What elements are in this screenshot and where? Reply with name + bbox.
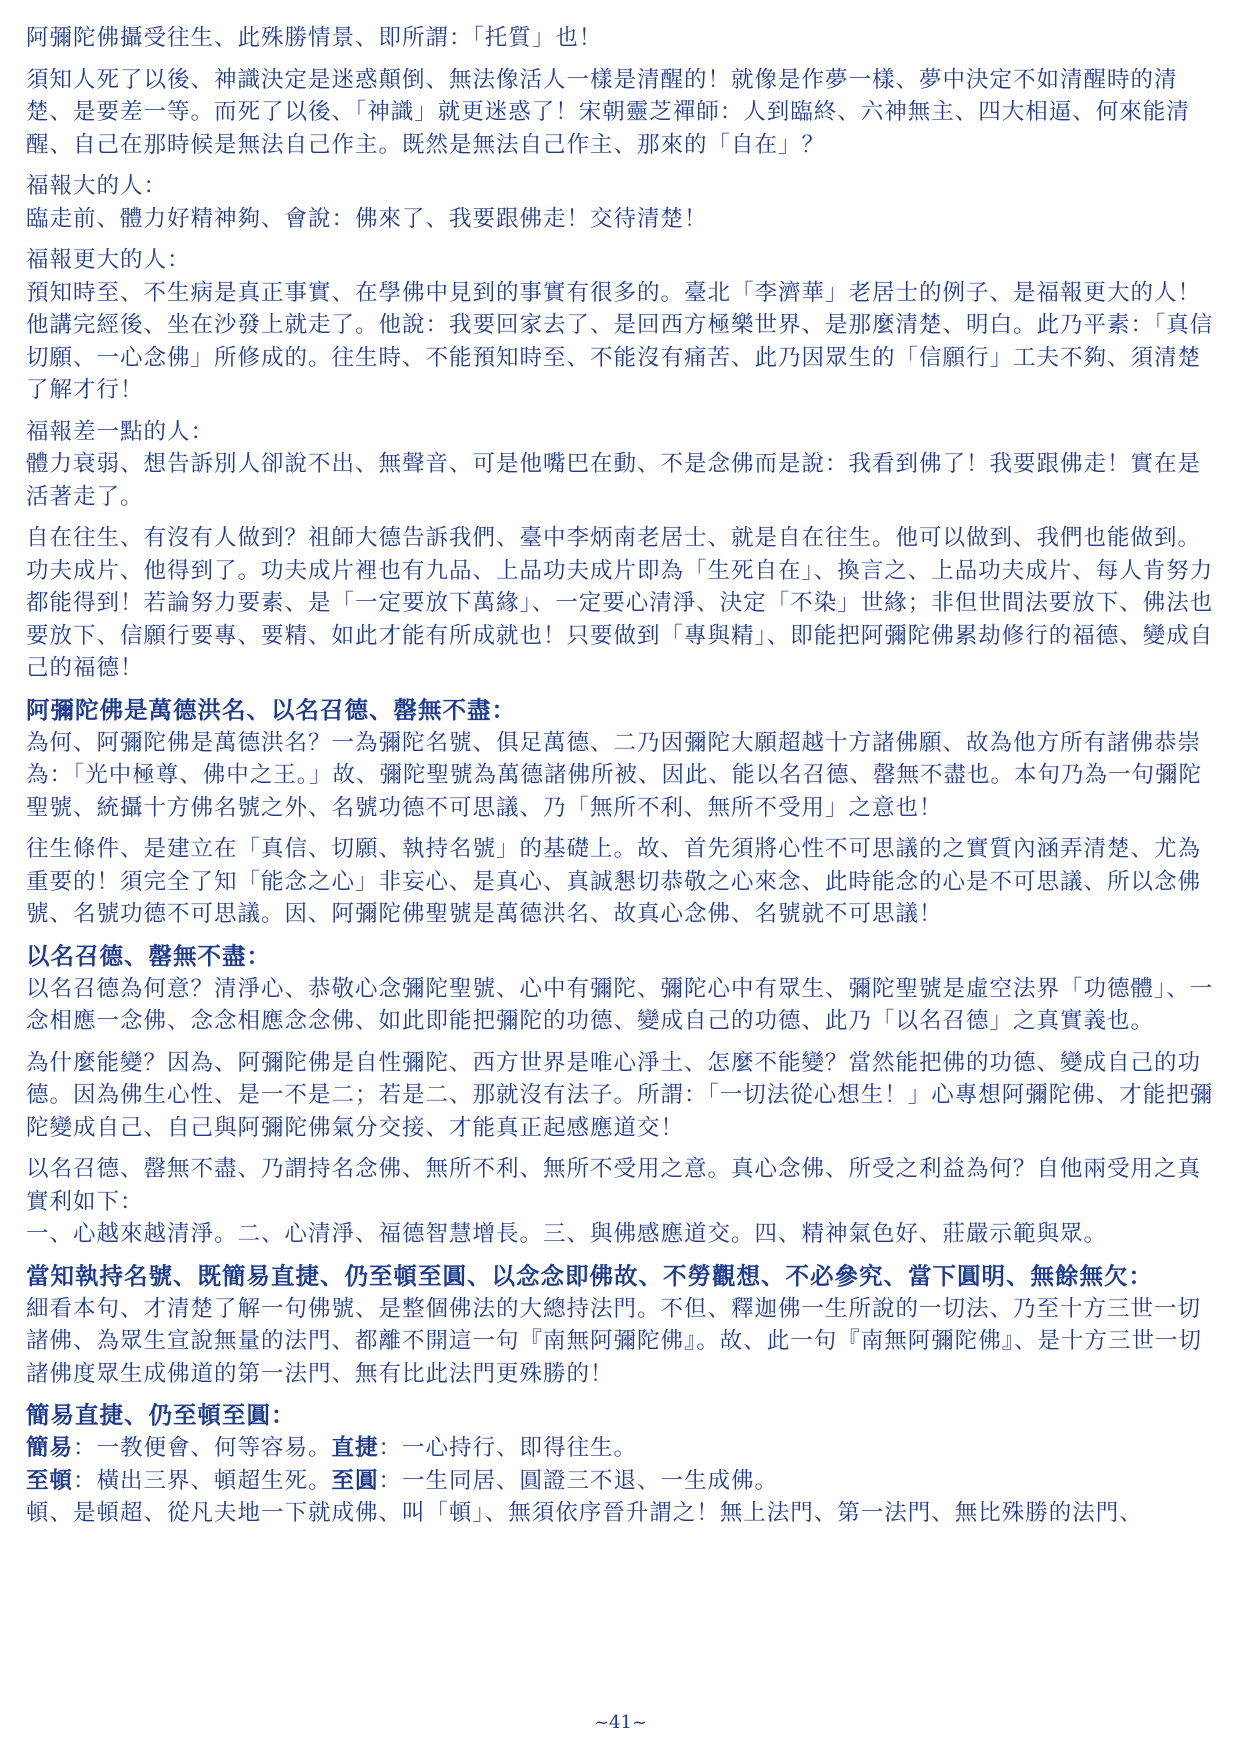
paragraph-summon-virtue: 以名召德為何意？清淨心、恭敬心念彌陀聖號、心中有彌陀、彌陀心中有眾生、彌陀聖號是虛空法界「功德體」、一念相應一念佛、念念相應念念佛、如此即能把彌陀的功德、變成自己的功德、此乃「以名召德」之真實義也。 bbox=[26, 975, 1214, 1034]
paragraph-consciousness: 須知人死了以後、神識決定是迷惑顛倒、無法像活人一樣是清醒的！就像是作夢一樣、夢中決定不如清醒時的清楚、是要差一等。而死了以後、「神識」就更迷惑了！宋朝靈芝禪師：人到臨終、六神無主、四大相逼、何來能清醒、自己在那時候是無法自己作主。既然是無法自己作主、那來的「自在」？ bbox=[26, 66, 1190, 158]
def-complete: ：一生同居、圓證三不退、一生成佛。 bbox=[378, 1467, 779, 1494]
term-direct: 直捷 bbox=[331, 1435, 379, 1461]
subheading-great-blessing: 福報大的人： bbox=[26, 173, 168, 199]
paragraph-benefits: 以名召德、罄無不盡、乃謂持名念佛、無所不利、無所不受用之意。真心念佛、所受之利益為何？自他兩受用之真實利如下： bbox=[26, 1156, 1202, 1215]
def-direct: ：一心持行、即得往生。 bbox=[378, 1435, 638, 1461]
paragraph-holding-name: 細看本句、才清楚了解一句佛號、是整個佛法的大總持法門。不但、釋迦佛一生所說的一切法、乃至十方三世一切諸佛、為眾生宣說無量的法門、都離不開這一句『南無阿彌陀佛』。故、此一句『南無阿彌陀佛』、是十方三世一切諸佛度眾生成佛道的第一法門、無有比此法門更殊勝的！ bbox=[26, 1295, 1203, 1387]
paragraph-great-blessing: 臨走前、體力好精神夠、會說：佛來了、我要跟佛走！交待清楚！ bbox=[26, 205, 708, 232]
page-body bbox=[26, 22, 1216, 1530]
term-complete: 至圓 bbox=[331, 1467, 379, 1494]
subheading-greater-blessing: 福報更大的人： bbox=[26, 247, 191, 273]
paragraph-free-rebirth: 自在往生、有沒有人做到？祖師大德告訴我們、臺中李炳南老居士、就是自在往生。他可以做到、我們也能做到。功夫成片、他得到了。功夫成片裡也有九品、上品功夫成片即為「生死自在」、換言之、上品功夫成片、每人肯努力都能得到！若論努力要素、是「一定要放下萬緣」、一定要心清淨、決定「不染」世緣；非但世間法要放下、佛法也要放下、信願行要專、要精、如此才能有所成就也！只要做到「專與精」、即能把阿彌陀佛累劫修行的福德、變成自己的福德！ bbox=[26, 525, 1214, 681]
def-simple: ：一教便會、何等容易。 bbox=[73, 1435, 332, 1461]
term-simple: 簡易 bbox=[26, 1435, 74, 1461]
section-heading-2: 以名召德、罄無不盡： bbox=[26, 941, 271, 970]
paragraph-rebirth-conditions: 往生條件、是建立在「真信、切願、執持名號」的基礎上。故、首先須將心性不可思議的之實質內涵弄清楚、尤為重要的！須完全了知「能念之心」非妄心、是真心、真誠懇切恭敬之心來念、此時能念的心是不可思議、所以念佛號、名號功德不可思議。因、阿彌陀佛聖號是萬德洪名、故真心念佛、名號就不可思議！ bbox=[26, 836, 1202, 927]
definition-line-1 bbox=[26, 1432, 1216, 1465]
paragraph-why-change: 為什麼能變？因為、阿彌陀佛是自性彌陀、西方世界是唯心淨土、怎麼不能變？當然能把佛的功德、變成自己的功德。因為佛生心性、是一不是二；若是二、那就沒有法子。所謂：「一切法從心想生！」心專想阿彌陀佛、才能把彌陀變成自己、自己與阿彌陀佛氣分交接、才能真正起感應道交！ bbox=[26, 1049, 1214, 1141]
paragraph-greater-blessing: 預知時至、不生病是真正事實、在學佛中見到的事實有很多的。臺北「李濟華」老居士的例子、是福報更大的人！他講完經後、坐在沙發上就走了。他說：我要回家去了、是回西方極樂世界、是那麼清楚、明白。此乃平素：「真信切願、一心念佛」所修成的。往生時、不能預知時至、不能沒有痛苦、此乃因眾生的「信願行」工夫不夠、須清楚了解才行！ bbox=[26, 279, 1214, 403]
section-heading-1: 阿彌陀佛是萬德洪名、以名召德、罄無不盡： bbox=[26, 695, 516, 724]
paragraph-benefits-list: 一、心越來越清淨。二、心清淨、福德智慧增長。三、與佛感應道交。四、精神氣色好、莊嚴示範與眾。 bbox=[26, 1221, 1108, 1247]
section-heading-4: 簡易直捷、仍至頓至圓： bbox=[26, 1401, 296, 1429]
paragraph-intro: 阿彌陀佛攝受往生、此殊勝情景、即所謂：「托質」也！ bbox=[26, 25, 603, 51]
term-sudden: 至頓 bbox=[26, 1467, 74, 1494]
def-sudden: ：橫出三界、頓超生死。 bbox=[73, 1467, 332, 1494]
section-heading-3: 當知執持名號、既簡易直捷、仍至頓至圓、以念念即佛故、不勞觀想、不必參究、當下圓明、無餘無欠： bbox=[26, 1261, 1153, 1290]
page-number: ~41~ bbox=[593, 1712, 648, 1733]
paragraph-sudden: 頓、是頓超、從凡夫地一下就成佛、叫「頓」、無須依序晉升謂之！無上法門、第一法門、無比殊勝的法門、 bbox=[26, 1500, 1143, 1526]
definition-line-2 bbox=[26, 1465, 1216, 1498]
subheading-lesser-blessing: 福報差一點的人： bbox=[26, 418, 215, 445]
paragraph-lesser-blessing: 體力衰弱、想告訴別人卻說不出、無聲音、可是他嘴巴在動、不是念佛而是說：我看到佛了！我要跟佛走！實在是活著走了。 bbox=[26, 451, 1202, 510]
paragraph-myriad-virtues: 為何、阿彌陀佛是萬德洪名？一為彌陀名號、俱足萬德、二乃因彌陀大願超越十方諸佛願、故為他方所有諸佛恭崇為：「光中極尊、佛中之王。」故、彌陀聖號為萬德諸佛所被、因此、能以名召德、罄無不盡也。本句乃為一句彌陀聖號、統攝十方佛名號之外、名號功德不可思議、乃「無所不利、無所不受用」之意也！ bbox=[26, 729, 1203, 821]
